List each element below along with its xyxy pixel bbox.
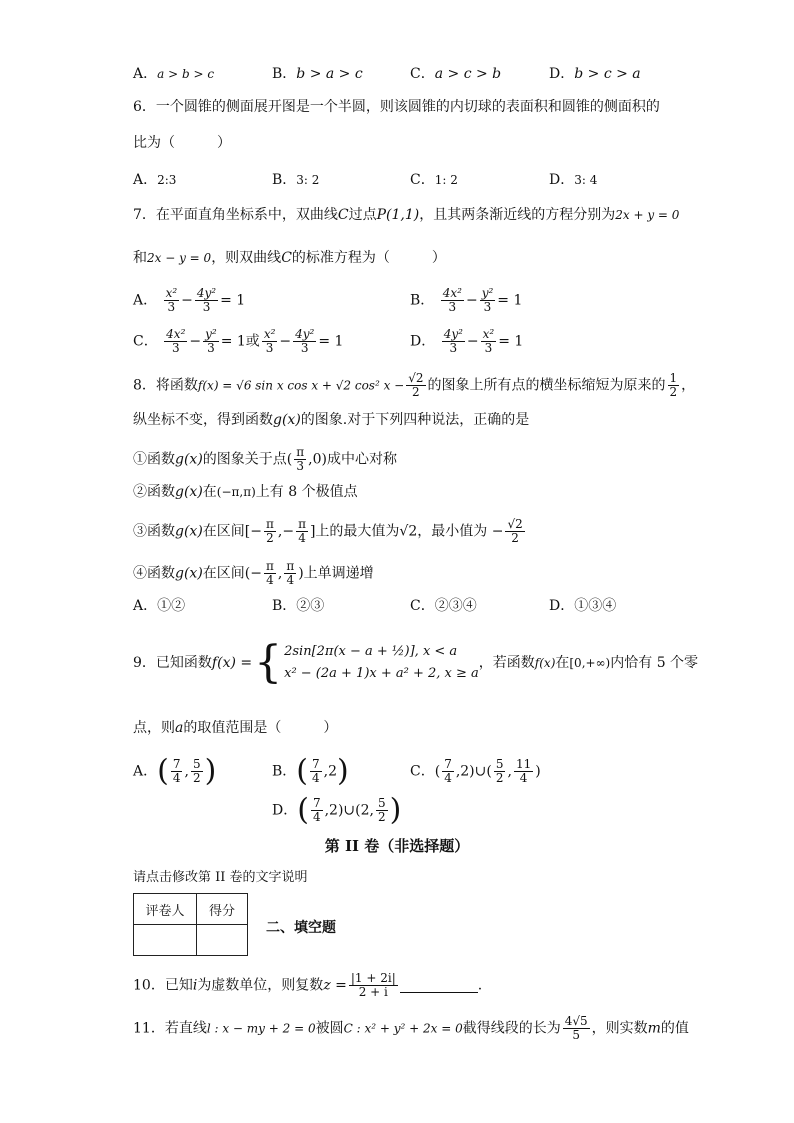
left-brace-icon: { [254, 637, 283, 688]
score-cell[interactable] [197, 925, 248, 956]
q9-option-d: D．( $\frac{7}{4}$ ,2)∪(2, $\frac{5}{2}$ ) [272, 792, 402, 828]
q9-option-a: A．( $\frac{7}{4}$ , $\frac{5}{2}$ ) [133, 753, 217, 789]
q8-option-c: C．②③④ [410, 598, 477, 614]
q6-stem-line1: 6．一个圆锥的侧面展开图是一个半圆，则该圆锥的内切球的表面积和圆锥的侧面积的 [133, 99, 660, 115]
grader-cell[interactable] [134, 925, 197, 956]
q8-option-a: A．①② [133, 598, 186, 614]
q8-statement-4: ④函数g(x)在区间(− $\frac{\pi}{4}$ , $\frac{\pi}{4}$ )上单调递增 [133, 559, 374, 587]
table-header-grader: 评卷人 [134, 894, 197, 925]
q11-stem: 11．若直线l : x − my + 2 = 0被圆C : x² + y² + 2x = 0截得线段的长为 $\frac{4√5}{5}$ ，则实数m的值 [133, 1014, 689, 1042]
q7-option-b: B． $\frac{\text{4x²}}{3}$ − $\frac{\text{y²}}{3}$ = 1 [410, 286, 523, 314]
part-title: 二、填空题 [266, 920, 336, 936]
q9-stem-line1: 9．已知函数f(x) ={ 2sin[2π(x − a + ½)], x < a x² − (2a + 1)x + a² + 2, x ≥ a ，若函数f(x)在[0,+∞)内恰有 5 个零 [133, 637, 699, 688]
q7-option-a: A． $\frac{\text{x²}}{3}$ − $\frac{\text{4y²}}{3}$ = 1 [133, 286, 246, 314]
q5-option-b: B．b > a > c [272, 66, 363, 82]
q8-statement-1: ①函数g(x)的图象关于点( $\frac{\pi}{3}$ ,0)成中心对称 [133, 445, 397, 473]
q9-option-c: C．( $\frac{7}{4}$ ,2)∪( $\frac{5}{2}$ , $\frac{11}{4}$ ) [410, 757, 541, 785]
q10-stem: 10．已知i为虚数单位，则复数z = $\frac{|1 + 2i|}{2 + i}$ . [133, 971, 483, 999]
q6-option-a: A．2:3 [133, 172, 177, 188]
score-table [133, 893, 248, 956]
q8-statement-3: ③函数g(x)在区间[− $\frac{\pi}{2}$ ,− $\frac{\pi}{4}$ ]上的最大值为√2，最小值为 − $\frac{√2}{2}$ [133, 517, 523, 545]
table-header-score: 得分 [197, 894, 248, 925]
q8-stem-line2: 纵坐标不变，得到函数g(x)的图象.对于下列四种说法，正确的是 [133, 412, 530, 428]
q6-option-d: D．3: 4 [549, 172, 598, 188]
q9-option-b: B．( $\frac{7}{4}$ ,2) [272, 753, 349, 789]
answer-blank[interactable] [400, 978, 478, 993]
q9-stem-line2: 点，则a的取值范围是（ ） [133, 720, 338, 736]
q5-option-a: A．a > b > c [133, 66, 215, 82]
q6-option-c: C．1: 2 [410, 172, 458, 188]
q7-stem-line2: 和2x − y = 0，则双曲线C的标准方程为（ ） [133, 250, 446, 266]
q8-option-d: D．①③④ [549, 598, 617, 614]
q7-option-c: C． $\frac{\text{4x²}}{3}$ − $\frac{\text{y²}}{3}$ = 1或 $\frac{\text{x²}}{3}$ − $\frac{\text{4y²}}{3}$ = 1 [133, 327, 344, 355]
q5-option-d: D．b > c > a [549, 66, 641, 82]
q6-option-b: B．3: 2 [272, 172, 320, 188]
q8-option-b: B．②③ [272, 598, 325, 614]
section-title: 第 II 卷（非选择题） [324, 837, 470, 855]
q5-option-c: C．a > c > b [410, 66, 502, 82]
section-note: 请点击修改第 II 卷的文字说明 [133, 870, 308, 885]
q7-stem-line1: 7．在平面直角坐标系中，双曲线C过点P(1,1)，且其两条渐近线的方程分别为2x + y = 0 [133, 207, 680, 223]
q6-stem-line2: 比为（ ） [133, 135, 231, 151]
q7-option-d: D． $\frac{\text{4y²}}{3}$ − $\frac{\text{x²}}{3}$ = 1 [410, 327, 524, 355]
q8-statement-2: ②函数g(x)在(−π,π)上有 8 个极值点 [133, 484, 358, 500]
q8-stem-line1: 8．将函数f(x) = √6 sin x cos x + √2 cos² x − $\frac{√2}{2}$ 的图象上所有点的横坐标缩短为原来的 $\frac{1}{2}$ ， [133, 371, 696, 399]
